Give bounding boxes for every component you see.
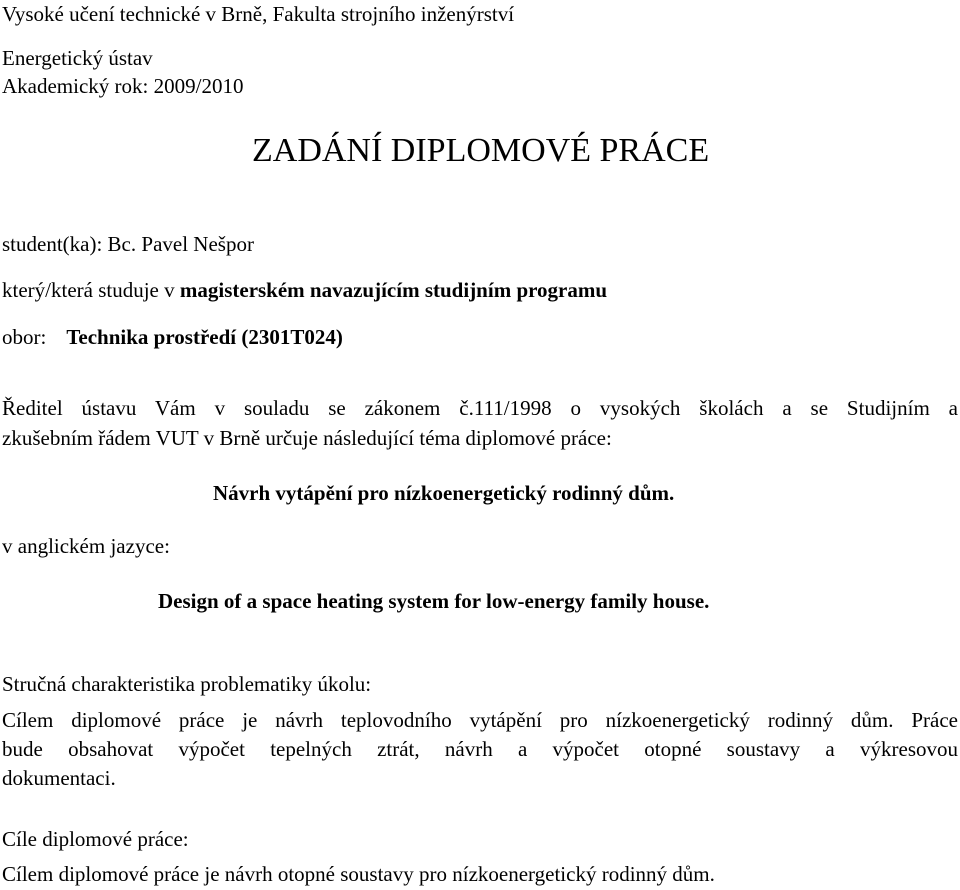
english-label: v anglickém jazyce:	[2, 534, 170, 558]
characteristics-line-1: Cílem diplomové práce je návrh teplovodního vytápění pro nízkoenergetický rodinný dům. Práce	[2, 708, 958, 732]
student-line	[2, 230, 254, 258]
goals-heading: Cíle diplomové práce:	[2, 827, 189, 851]
academic-year: Akademický rok: 2009/2010	[2, 74, 244, 98]
field-label: obor:	[2, 325, 47, 349]
topic-czech: Návrh vytápění pro nízkoenergetický rodinný dům.	[213, 481, 675, 505]
student-name: Pavel Nešpor	[141, 232, 254, 256]
director-statement-line-1: Ředitel ústavu Vám v souladu se zákonem č.111/1998 o vysokých školách a se Studijním a	[2, 396, 958, 420]
characteristics-line-2: bude obsahovat výpočet tepelných ztrát, návrh a výpočet otopné soustavy a výkresovou	[2, 737, 958, 761]
university-name: Vysoké učení technické v Brně, Fakulta strojního inženýrství	[2, 2, 515, 26]
director-statement-line-2: zkušebním řádem VUT v Brně určuje následující téma diplomové práce:	[2, 426, 612, 450]
characteristics-heading: Stručná charakteristika problematiky úkolu:	[2, 672, 372, 696]
institute-name: Energetický ústav	[2, 46, 153, 70]
program-name: magisterském navazujícím studijním programu	[179, 278, 608, 302]
program-line	[2, 276, 607, 304]
student-label: student(ka): Bc.	[2, 232, 137, 256]
goals-text: Cílem diplomové práce je návrh otopné soustavy pro nízkoenergetický rodinný dům.	[2, 862, 715, 886]
program-prefix: který/která studuje v	[2, 278, 175, 302]
topic-english: Design of a space heating system for low-energy family house.	[158, 589, 710, 613]
field-name: Technika prostředí (2301T024)	[66, 325, 343, 349]
field-line	[2, 323, 343, 351]
characteristics-line-3: dokumentaci.	[2, 766, 116, 790]
document-title: ZADÁNÍ DIPLOMOVÉ PRÁCE	[252, 132, 710, 169]
